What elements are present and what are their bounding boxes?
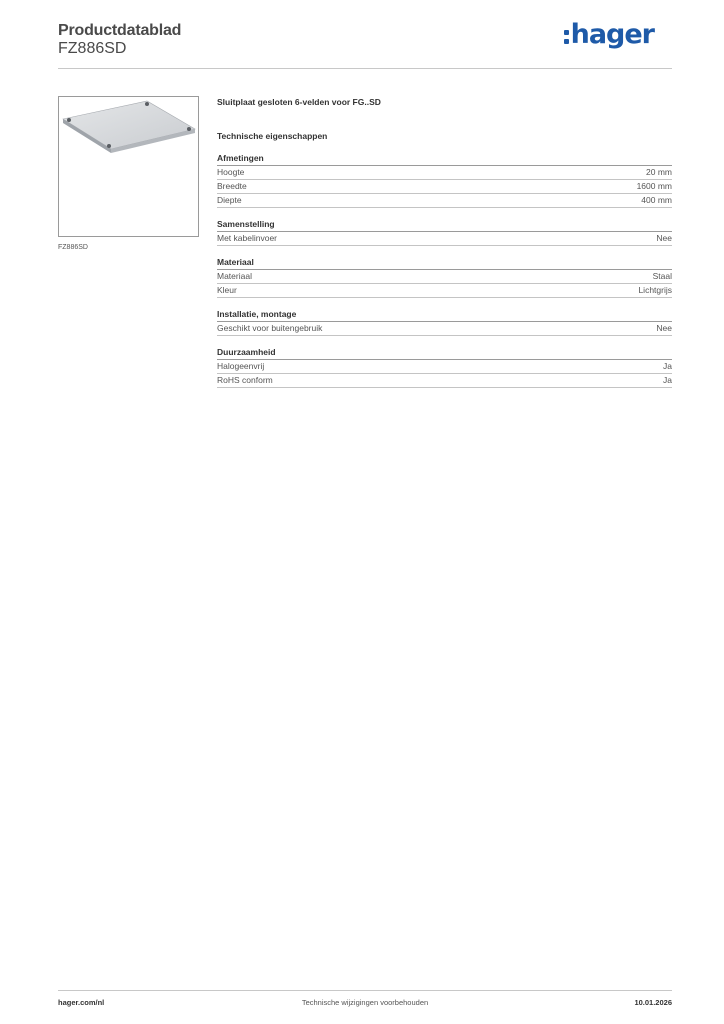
property-label: Kleur: [217, 285, 237, 295]
section-title: Samenstelling: [217, 218, 672, 232]
property-row: [217, 284, 672, 298]
document-title: Productdatablad: [58, 22, 182, 39]
property-value: Lichtgrijs: [638, 285, 672, 295]
metal-cover-plate-icon: [59, 97, 198, 236]
section-composition: [217, 218, 672, 246]
footer-divider: [58, 990, 672, 991]
property-row: [217, 322, 672, 336]
property-value: Staal: [652, 271, 672, 281]
section-material: [217, 256, 672, 298]
page-header: [58, 20, 672, 70]
property-label: Met kabelinvoer: [217, 233, 278, 243]
property-value: Ja: [663, 361, 672, 371]
section-installation: [217, 308, 672, 336]
product-image: [58, 96, 199, 237]
property-row: [217, 194, 672, 208]
property-label: Geschikt voor buitengebruik: [217, 323, 323, 333]
footer-date: 10.01.2026: [634, 998, 672, 1007]
hager-logo: [564, 20, 654, 50]
product-description: Sluitplaat gesloten 6-velden voor FG..SD: [217, 97, 381, 107]
header-divider: [58, 68, 672, 69]
property-label: Diepte: [217, 195, 242, 205]
technical-properties-title: Technische eigenschappen: [217, 131, 328, 141]
property-row: [217, 374, 672, 388]
property-value: Nee: [656, 233, 672, 243]
property-value: Nee: [656, 323, 672, 333]
property-value: 400 mm: [641, 195, 672, 205]
product-details: [217, 96, 672, 388]
footer-notice: Technische wijzigingen voorbehouden: [301, 998, 429, 1007]
section-title: Materiaal: [217, 256, 672, 270]
property-value: 1600 mm: [636, 181, 672, 191]
image-caption: FZ886SD: [58, 244, 88, 251]
property-row: [217, 360, 672, 374]
property-label: Breedte: [217, 181, 247, 191]
section-title: Afmetingen: [217, 152, 672, 166]
website-link[interactable]: hager.com/nl: [58, 998, 105, 1007]
section-dimensions: [217, 152, 672, 208]
property-label: RoHS conform: [217, 375, 273, 385]
property-label: Halogeenvrij: [217, 361, 265, 371]
page-footer: [58, 998, 672, 1010]
property-label: Materiaal: [217, 271, 252, 281]
section-sustainability: [217, 346, 672, 388]
property-value: 20 mm: [646, 167, 672, 177]
property-label: Hoogte: [217, 167, 245, 177]
logo-dots-icon: [564, 30, 569, 44]
section-title: Installatie, montage: [217, 308, 672, 322]
property-row: [217, 232, 672, 246]
section-title: Duurzaamheid: [217, 346, 672, 360]
property-value: Ja: [663, 375, 672, 385]
property-row: [217, 166, 672, 180]
property-row: [217, 270, 672, 284]
logo-text: hager: [570, 19, 654, 50]
property-row: [217, 180, 672, 194]
product-code: FZ886SD: [58, 40, 127, 57]
